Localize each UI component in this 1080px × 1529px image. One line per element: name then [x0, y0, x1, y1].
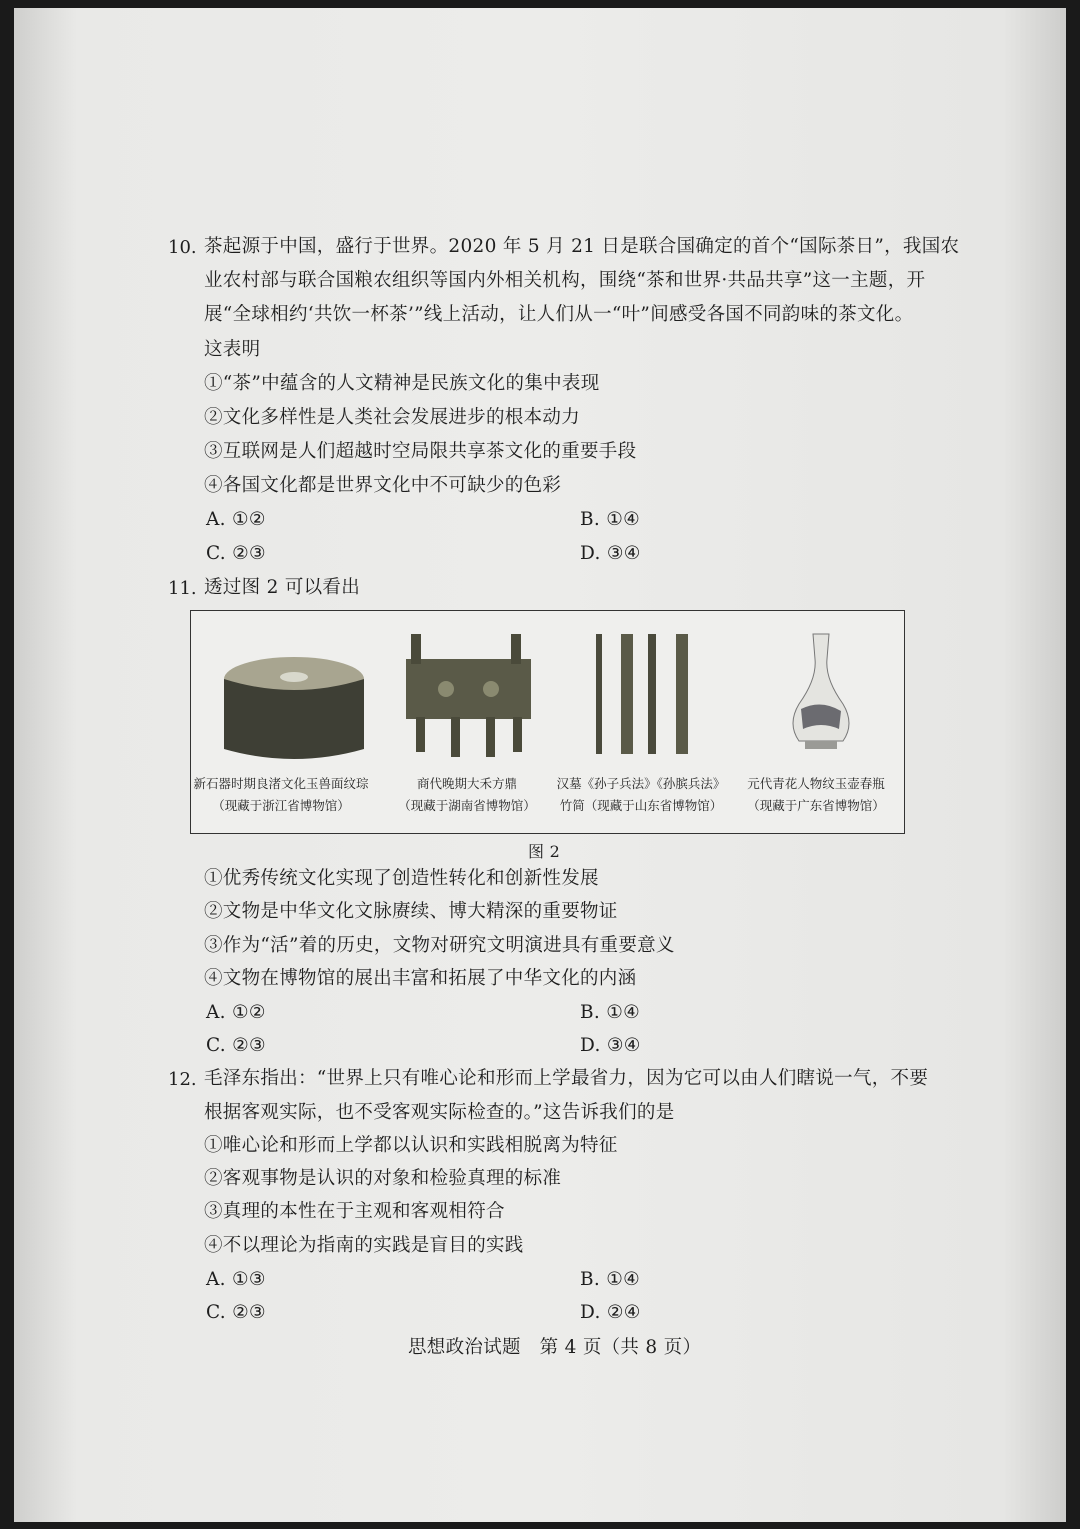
question-number: 12.	[168, 1069, 197, 1090]
question-stem: 透过图 2 可以看出	[204, 577, 361, 598]
question-number: 10.	[168, 237, 197, 258]
figure-2	[190, 610, 905, 834]
statement: ①唯心论和形而上学都以认识和实践相脱离为特征	[204, 1135, 618, 1156]
question-stem: 根据客观实际，也不受客观实际检查的。”这告诉我们的是	[204, 1102, 675, 1123]
question-stem: 茶起源于中国，盛行于世界。2020 年 5 月 21 日是联合国确定的首个“国际茶日”，我国农	[204, 236, 960, 257]
statement: ②文化多样性是人类社会发展进步的根本动力	[204, 407, 581, 428]
statement: ①优秀传统文化实现了创造性转化和创新性发展	[204, 868, 599, 889]
option-b: B. ①④	[580, 1269, 641, 1290]
page-footer: 思想政治试题 第 4 页（共 8 页）	[408, 1337, 702, 1358]
figure-label: 图 2	[528, 842, 561, 861]
question-stem: 毛泽东指出：“世界上只有唯心论和形而上学最省力，因为它可以由人们瞎说一气，不要	[204, 1068, 929, 1089]
statement: ③作为“活”着的历史，文物对研究文明演进具有重要意义	[204, 935, 675, 956]
option-b: B. ①④	[580, 509, 641, 530]
bronze-ding-image	[391, 629, 541, 759]
statement: ③真理的本性在于主观和客观相符合	[204, 1201, 505, 1222]
option-d: D. ②④	[580, 1302, 641, 1323]
figure-caption: 汉墓《孙子兵法》《孙膑兵法》 竹简（现藏于山东省博物馆）	[556, 776, 726, 813]
option-a: A. ①②	[206, 509, 266, 530]
option-c: C. ②③	[206, 1035, 266, 1056]
statement: ④各国文化都是世界文化中不可缺少的色彩	[204, 475, 562, 496]
figure-caption: 元代青花人物纹玉壶春瓶 （现藏于广东省博物馆）	[747, 776, 885, 813]
statement: ②文物是中华文化文脉赓续、博大精深的重要物证	[204, 901, 618, 922]
statement: ②客观事物是认识的对象和检验真理的标准	[204, 1168, 562, 1189]
question-stem: 这表明	[204, 339, 261, 360]
question-stem: 业农村部与联合国粮农组织等国内外相关机构，围绕“茶和世界·共品共享”这一主题，开	[204, 270, 926, 291]
option-c: C. ②③	[206, 543, 266, 564]
statement: ④不以理论为指南的实践是盲目的实践	[204, 1235, 524, 1256]
statement: ③互联网是人们超越时空局限共享茶文化的重要手段	[204, 441, 637, 462]
option-b: B. ①④	[580, 1002, 641, 1023]
option-d: D. ③④	[580, 543, 641, 564]
statement: ①“茶”中蕴含的人文精神是民族文化的集中表现	[204, 373, 600, 394]
question-stem: 展“全球相约‘共饮一杯茶’”线上活动，让人们从一“叶”间感受各国不同韵味的茶文化。	[204, 304, 914, 325]
option-c: C. ②③	[206, 1302, 266, 1323]
bamboo-slips-image	[586, 629, 706, 759]
option-d: D. ③④	[580, 1035, 641, 1056]
option-a: A. ①③	[206, 1269, 266, 1290]
statement: ④文物在博物馆的展出丰富和拓展了中华文化的内涵	[204, 968, 637, 989]
figure-caption: 新石器时期良渚文化玉兽面纹琮 （现藏于浙江省博物馆）	[193, 776, 369, 813]
figure-caption: 商代晚期大禾方鼎 （现藏于湖南省博物馆）	[398, 776, 536, 813]
jade-cong-image	[219, 639, 369, 769]
option-a: A. ①②	[206, 1002, 266, 1023]
question-number: 11.	[168, 578, 197, 599]
porcelain-vase-image	[781, 629, 861, 759]
